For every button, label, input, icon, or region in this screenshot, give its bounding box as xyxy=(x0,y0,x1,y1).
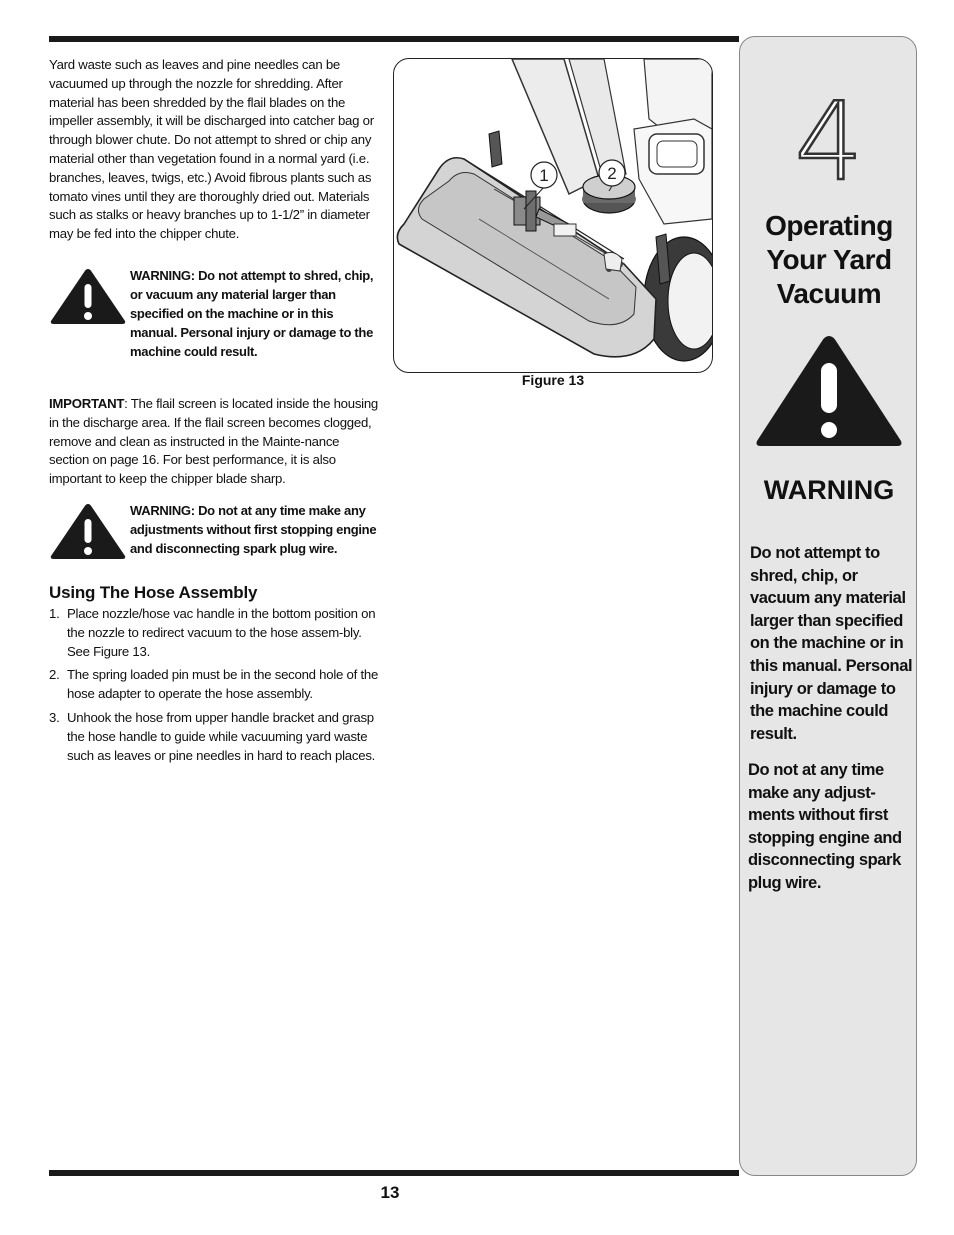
chapter-title xyxy=(740,209,918,311)
important-label: IMPORTANT xyxy=(49,395,125,411)
step-number: 2. xyxy=(49,667,60,683)
list-item xyxy=(49,605,381,661)
warning-text-adjustments: WARNING: Do not at any time make any adjustments without first stopping engine and disconnecting spark plug wire. xyxy=(130,502,377,556)
figure-13-illustration xyxy=(393,58,713,373)
warning-triangle-icon xyxy=(49,501,127,561)
warning-triangle-icon xyxy=(754,333,904,454)
step-text: Place nozzle/hose vac handle in the bottom position on the nozzle to redirect vacuum to the hose assem-bly. See Figure 13. xyxy=(67,605,376,659)
step-number: 3. xyxy=(49,709,60,725)
list-item xyxy=(49,709,381,765)
chapter-title-line: Operating xyxy=(765,210,893,241)
sidebar-warning-adjustments: Do not at any time make any adjust-ments without first stopping engine and disconnecting spark plug wire. xyxy=(748,761,902,892)
step-number: 1. xyxy=(49,605,60,621)
warning-block-adjustments xyxy=(49,501,381,561)
list-item xyxy=(49,666,381,704)
warning-block-material xyxy=(49,266,381,361)
step-text: Unhook the hose from upper handle bracket and grasp the hose handle to guide while vacuuming yard waste such as leaves or pine needles in hard to reach places. xyxy=(67,709,376,763)
chapter-sidebar xyxy=(739,36,917,1176)
hose-section-heading: Using The Hose Assembly xyxy=(49,582,258,602)
chapter-number-text: 4 xyxy=(794,87,864,187)
page-number: 13 xyxy=(380,1183,400,1202)
chapter-title-line: Vacuum xyxy=(776,278,882,309)
sidebar-warning-material: Do not attempt to shred, chip, or vacuum any material larger than specified on the machine or in this manual. Personal injury or damage to the machine could result. xyxy=(750,544,913,743)
important-paragraph xyxy=(49,395,381,489)
top-rule xyxy=(49,36,739,42)
chapter-title-line: Your Yard xyxy=(766,244,892,275)
intro-paragraph: Yard waste such as leaves and pine needles can be vacuumed up through the nozzle for shredding. After material has been shredded by the flail blades on the impeller assembly, it will be discharged into catcher bag or through blower chute. Do not attempt to shred or chip any material other than vegetation found in a normal yard (i.e. branches, leaves, twigs, etc.) Avoid fibrous plants such as tomato vines until they are thoroughly dried out. Materials such as stalks or heavy branches up to 1-1/2” in diameter may be fed into the chipper chute. xyxy=(49,57,374,242)
nozzle-illustration xyxy=(394,59,712,372)
figure-caption: Figure 13 xyxy=(521,372,585,388)
bottom-rule xyxy=(49,1170,739,1176)
chapter-number xyxy=(740,87,918,192)
left-column xyxy=(49,56,381,770)
warning-triangle-icon xyxy=(49,266,127,326)
figure-callout-1: 1 xyxy=(539,166,549,185)
warning-text-material: WARNING: Do not attempt to shred, chip, or vacuum any material larger than specified on the machine or in this manual. Personal injury or damage to the machine could result. xyxy=(130,267,374,359)
figure-callout-2: 2 xyxy=(607,164,617,183)
hose-steps-list xyxy=(49,605,381,765)
important-text: : The flail screen is located inside the housing in the discharge area. If the flail screen becomes clogged, remove and clean as instructed in the Mainte-nance section on page 16. For best performance, it is also important to keep the chipper blade sharp. xyxy=(49,395,379,487)
step-text: The spring loaded pin must be in the second hole of the hose adapter to operate the hose assembly. xyxy=(67,667,379,702)
warning-heading: WARNING xyxy=(763,475,895,505)
